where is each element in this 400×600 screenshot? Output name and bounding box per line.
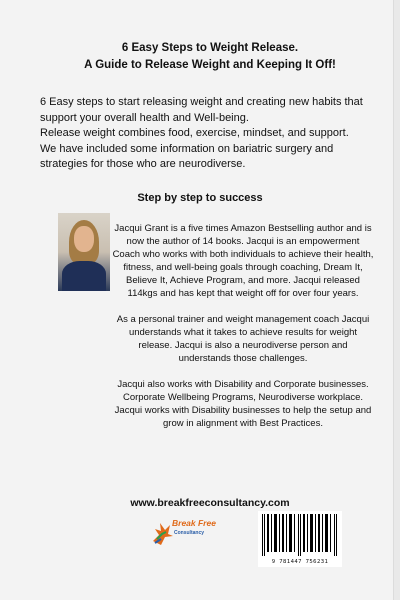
step-heading: Step by step to success [137,192,263,204]
intro-paragraph-2: Release weight combines food, exercise, mindset, and support. [40,127,349,139]
title-line-2: A Guide to Release Weight and Keeping It Off! [84,59,336,71]
intro-paragraph-1: 6 Easy steps to start releasing weight and creating new habits that support your overall health and Well-being. [40,96,363,124]
website-url: www.breakfreeconsultancy.com [130,497,290,509]
title-line-1: 6 Easy Steps to Weight Release. [121,42,299,54]
cover-spine-edge [393,0,400,600]
bio-paragraph-2: As a personal trainer and weight management coach Jacqui understands what it takes to achieve results for weight release. Jacqui is also a neurodiverse person and understands those challenges. [116,314,370,364]
book-title [40,40,380,74]
break-free-logo [150,515,220,555]
isbn-barcode [258,511,342,567]
logo-tagline: Consultancy [174,530,205,536]
barcode-number: 9 781447 756231 [271,559,329,565]
bird-icon [150,515,174,549]
barcode-bars [261,514,339,556]
intro-paragraph-3: We have included some information on bariatric surgery and strategies for those who are neurodiverse. [40,142,334,170]
intro-text [40,95,380,173]
bio-paragraph-1: Jacqui Grant is a five times Amazon Bestselling author and is now the author of 14 books. Jacqui is an empowerment Coach who works with both individuals to achieve their health, fitness, and well-being goals through coaching, Dream It, Believe It, Achieve Program, and more. Jacqui released 114kgs and has kept that weight off for over four years. [112,223,374,299]
author-bio [112,222,374,443]
author-photo [58,213,110,291]
bio-paragraph-3: Jacqui also works with Disability and Corporate businesses. Corporate Wellbeing Programs, Neurodiverse workplace. Jacqui works with Disability businesses to help the setup and grow in alignment with Best Practices. [114,379,372,429]
logo-name: Break Free [172,518,216,528]
